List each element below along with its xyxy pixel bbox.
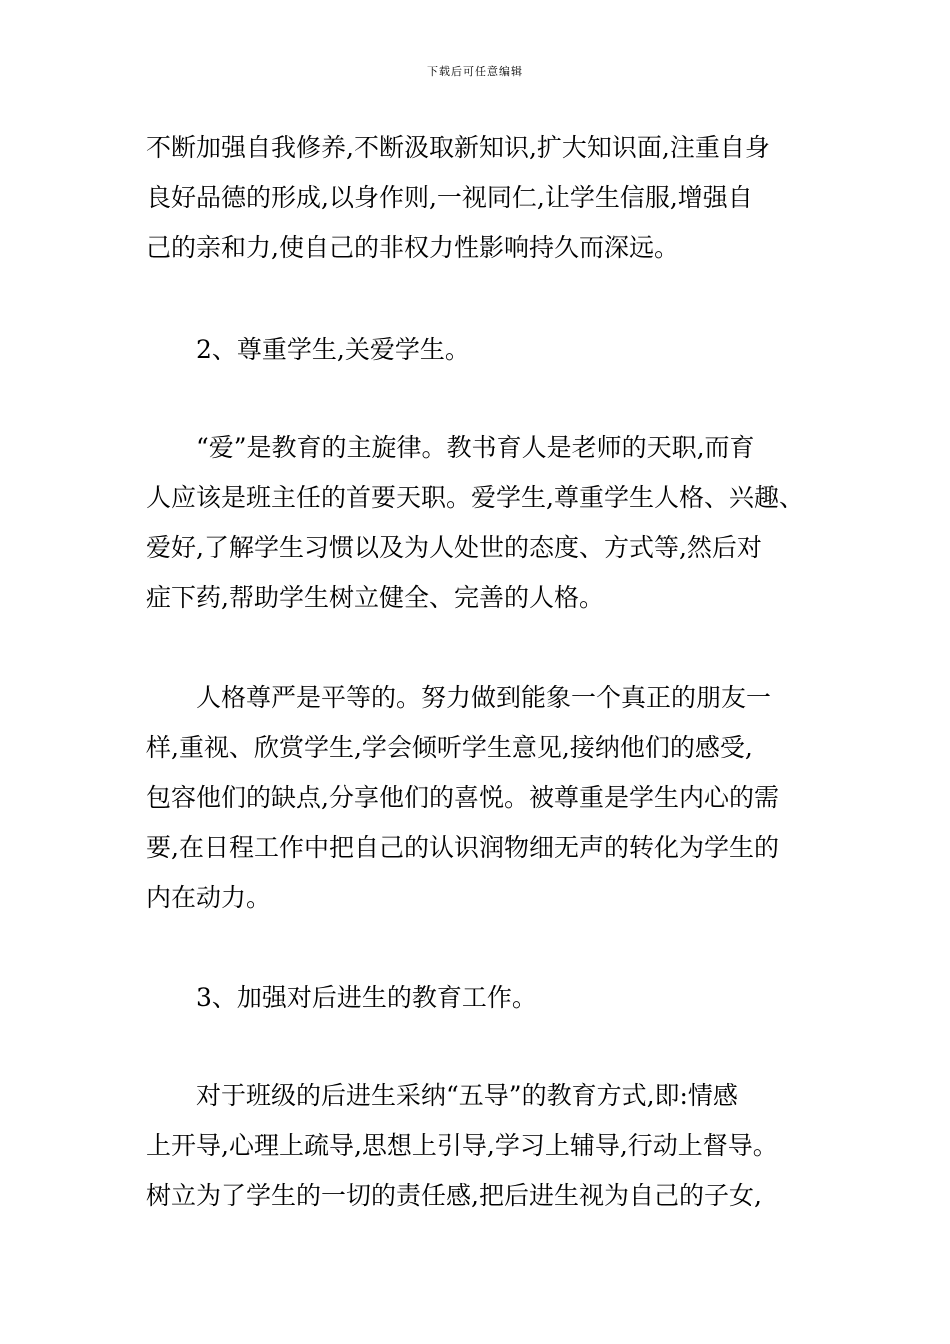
paragraph-line: 症下药,帮助学生树立健全、完善的人格。 <box>146 583 604 612</box>
page-header: 下载后可任意编辑 <box>427 65 523 78</box>
section-heading: 2、尊重学生,关爱学生。 <box>196 335 470 364</box>
section-heading: 3、加强对后进生的教育工作。 <box>196 983 537 1012</box>
paragraph-line: 良好品德的形成,以身作则,一视同仁,让学生信服,增强自 <box>146 183 753 212</box>
paragraph-line: “爱”是教育的主旋律。教书育人是老师的天职,而育 <box>196 433 755 462</box>
paragraph-line: 样,重视、欣赏学生,学会倾听学生意见,接纳他们的感受, <box>146 733 753 762</box>
paragraph-line: 要,在日程工作中把自己的认识润物细无声的转化为学生的 <box>146 833 779 862</box>
paragraph-line: 人应该是班主任的首要天职。爱学生,尊重学生人格、兴趣、 <box>146 483 804 512</box>
paragraph-line: 人格尊严是平等的。努力做到能象一个真正的朋友一 <box>196 683 772 712</box>
paragraph-line: 对于班级的后进生采纳“五导”的教育方式,即:情感 <box>196 1081 738 1110</box>
paragraph-line: 上开导,心理上疏导,思想上引导,学习上辅导,行动上督导。 <box>146 1131 778 1160</box>
paragraph-line: 内在动力。 <box>146 883 272 912</box>
paragraph-line: 己的亲和力,使自己的非权力性影响持久而深远。 <box>146 233 679 262</box>
paragraph-line: 爱好,了解学生习惯以及为人处世的态度、方式等,然后对 <box>146 533 762 562</box>
paragraph-line: 树立为了学生的一切的责任感,把后进生视为自己的子女, <box>146 1181 762 1210</box>
paragraph-line: 包容他们的缺点,分享他们的喜悦。被尊重是学生内心的需 <box>146 783 779 812</box>
paragraph-line: 不断加强自我修养,不断汲取新知识,扩大知识面,注重自身 <box>146 133 770 162</box>
